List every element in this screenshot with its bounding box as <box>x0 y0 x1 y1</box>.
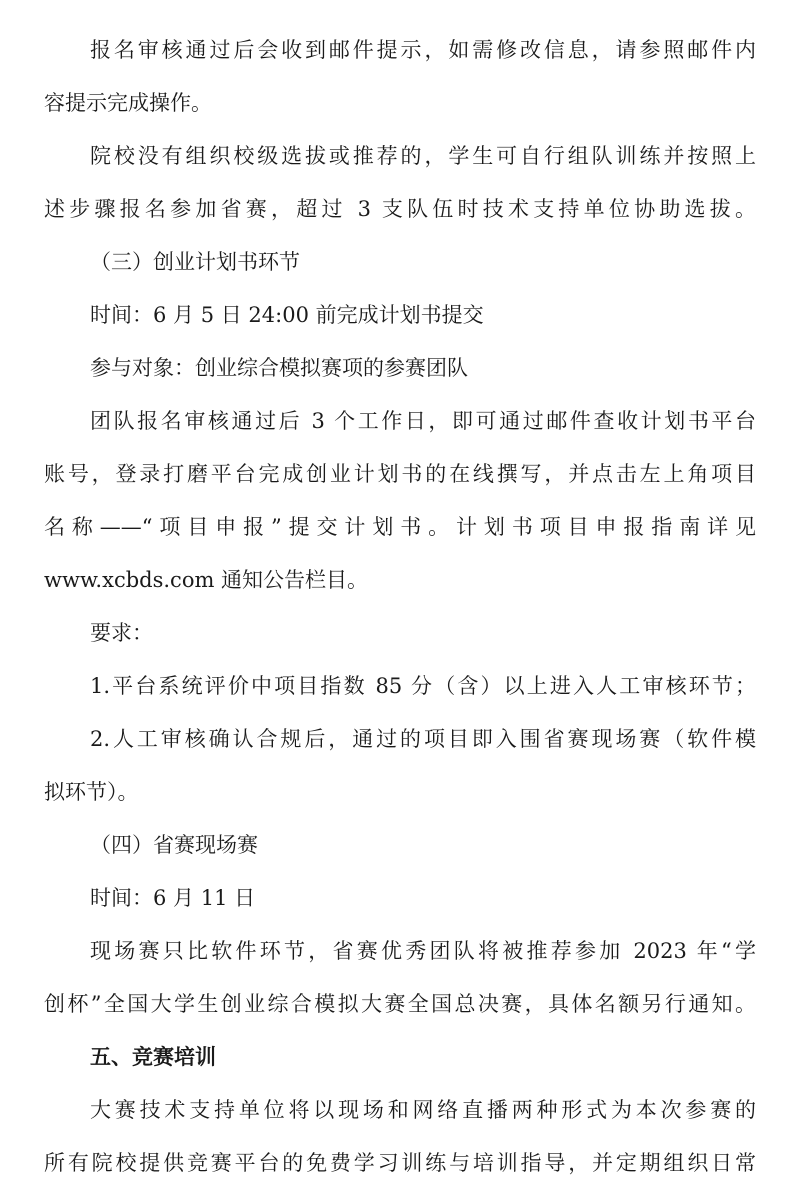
paragraph-line: 参与对象：创业综合模拟赛项的参赛团队 <box>90 356 468 380</box>
paragraph-line: 所有院校提供竞赛平台的免费学习训练与培训指导，并定期组织日常 <box>44 1151 756 1175</box>
paragraph-line: 要求： <box>90 621 153 645</box>
paragraph-line: 账号，登录打磨平台完成创业计划书的在线撰写，并点击左上角项目 <box>44 462 756 486</box>
paragraph-line: 报名审核通过后会收到邮件提示，如需修改信息，请参照邮件内 <box>90 38 756 62</box>
section-heading: （三）创业计划书环节 <box>90 250 300 274</box>
list-item: 2.人工审核确认合规后，通过的项目即入围省赛现场赛（软件模 <box>90 727 756 751</box>
paragraph-line: 容提示完成操作。 <box>44 91 212 115</box>
paragraph-line: www.xcbds.com 通知公告栏目。 <box>44 568 369 592</box>
paragraph-line: 拟环节）。 <box>44 780 139 804</box>
paragraph-line: 述步骤报名参加省赛，超过 3 支队伍时技术支持单位协助选拔。 <box>44 197 756 221</box>
paragraph-line: 名称——“项目申报”提交计划书。计划书项目申报指南详见 <box>44 515 756 539</box>
paragraph-line: 团队报名审核通过后 3 个工作日，即可通过邮件查收计划书平台 <box>90 409 756 433</box>
paragraph-line: 大赛技术支持单位将以现场和网络直播两种形式为本次参赛的 <box>90 1098 756 1122</box>
paragraph-line: 院校没有组织校级选拔或推荐的，学生可自行组队训练并按照上 <box>90 144 756 168</box>
paragraph-line: 创杯”全国大学生创业综合模拟大赛全国总决赛，具体名额另行通知。 <box>44 992 756 1016</box>
paragraph-line: 现场赛只比软件环节，省赛优秀团队将被推荐参加 2023 年“学 <box>90 939 756 963</box>
paragraph-line: 时间：6 月 11 日 <box>90 886 256 910</box>
paragraph-line: 时间：6 月 5 日 24:00 前完成计划书提交 <box>90 303 484 327</box>
list-item: 1.平台系统评价中项目指数 85 分（含）以上进入人工审核环节； <box>90 674 756 698</box>
section-heading: （四）省赛现场赛 <box>90 833 258 857</box>
chapter-heading: 五、竞赛培训 <box>90 1045 216 1069</box>
